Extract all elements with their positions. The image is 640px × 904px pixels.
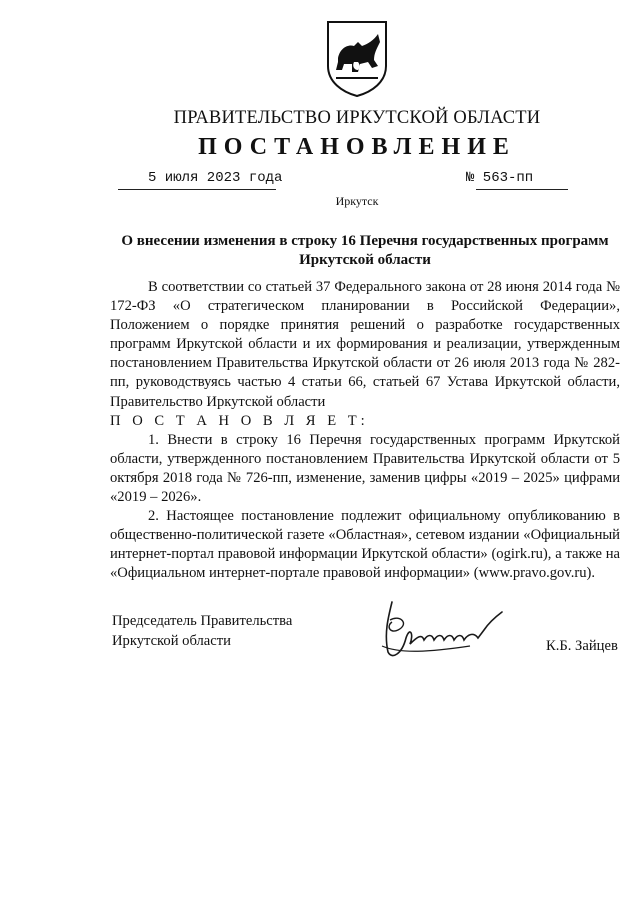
preamble-paragraph: В соответствии со статьей 37 Федерального закона от 28 июня 2014 года № 172-ФЗ «О стратегическом планировании в Российской Федерации», Положением о порядке принятия решений о разработке государственных программ Иркутской области и их формирования и реализации, утвержденным постановлением Правительства Иркутской области от 26 июля 2013 года № 282-пп, руководствуясь частью 4 статьи 66, статьей 67 Устава Иркутской области, Правительство Иркутской области (110, 279, 620, 410)
coat-of-arms-icon (324, 18, 390, 98)
document-body (110, 278, 620, 584)
government-name: ПРАВИТЕЛЬСТВО ИРКУТСКОЙ ОБЛАСТИ (173, 108, 541, 128)
signatory-position-line-2: Иркутской области (112, 632, 231, 649)
document-number: № 563-пп (466, 170, 534, 186)
document-city: Иркутск (335, 194, 379, 208)
signatory-position-line-1: Председатель Правительства (112, 613, 293, 629)
item-2-paragraph: 2. Настоящее постановление подлежит официальному опубликованию в общественно-политической газете «Областная», сетевом издании «Официальный интернет-портал правовой информации Иркутской области» (ogirk.ru), а также на «Официальном интернет-портале правовой информации» (www.pravo.gov.ru). (110, 508, 620, 582)
resolves-heading: П О С Т А Н О В Л Я Е Т: (110, 412, 369, 429)
document-title: О внесении изменения в строку 16 Перечня государственных программ Иркутской области (121, 233, 609, 268)
document-type: ПОСТАНОВЛЕНИЕ (198, 134, 516, 160)
signatory-name: К.Б. Зайцев (546, 638, 618, 654)
handwritten-signature (370, 594, 530, 664)
signatory-position (112, 612, 292, 651)
item-1-paragraph: 1. Внести в строку 16 Перечня государственных программ Иркутской области, утвержденного постановлением Правительства Иркутской области от 5 октября 2018 года № 726-пп, изменение, заменив цифры «2019 – 2025» цифрами «2019 – 2026». (110, 431, 620, 506)
document-date: 5 июля 2023 года (148, 170, 283, 186)
